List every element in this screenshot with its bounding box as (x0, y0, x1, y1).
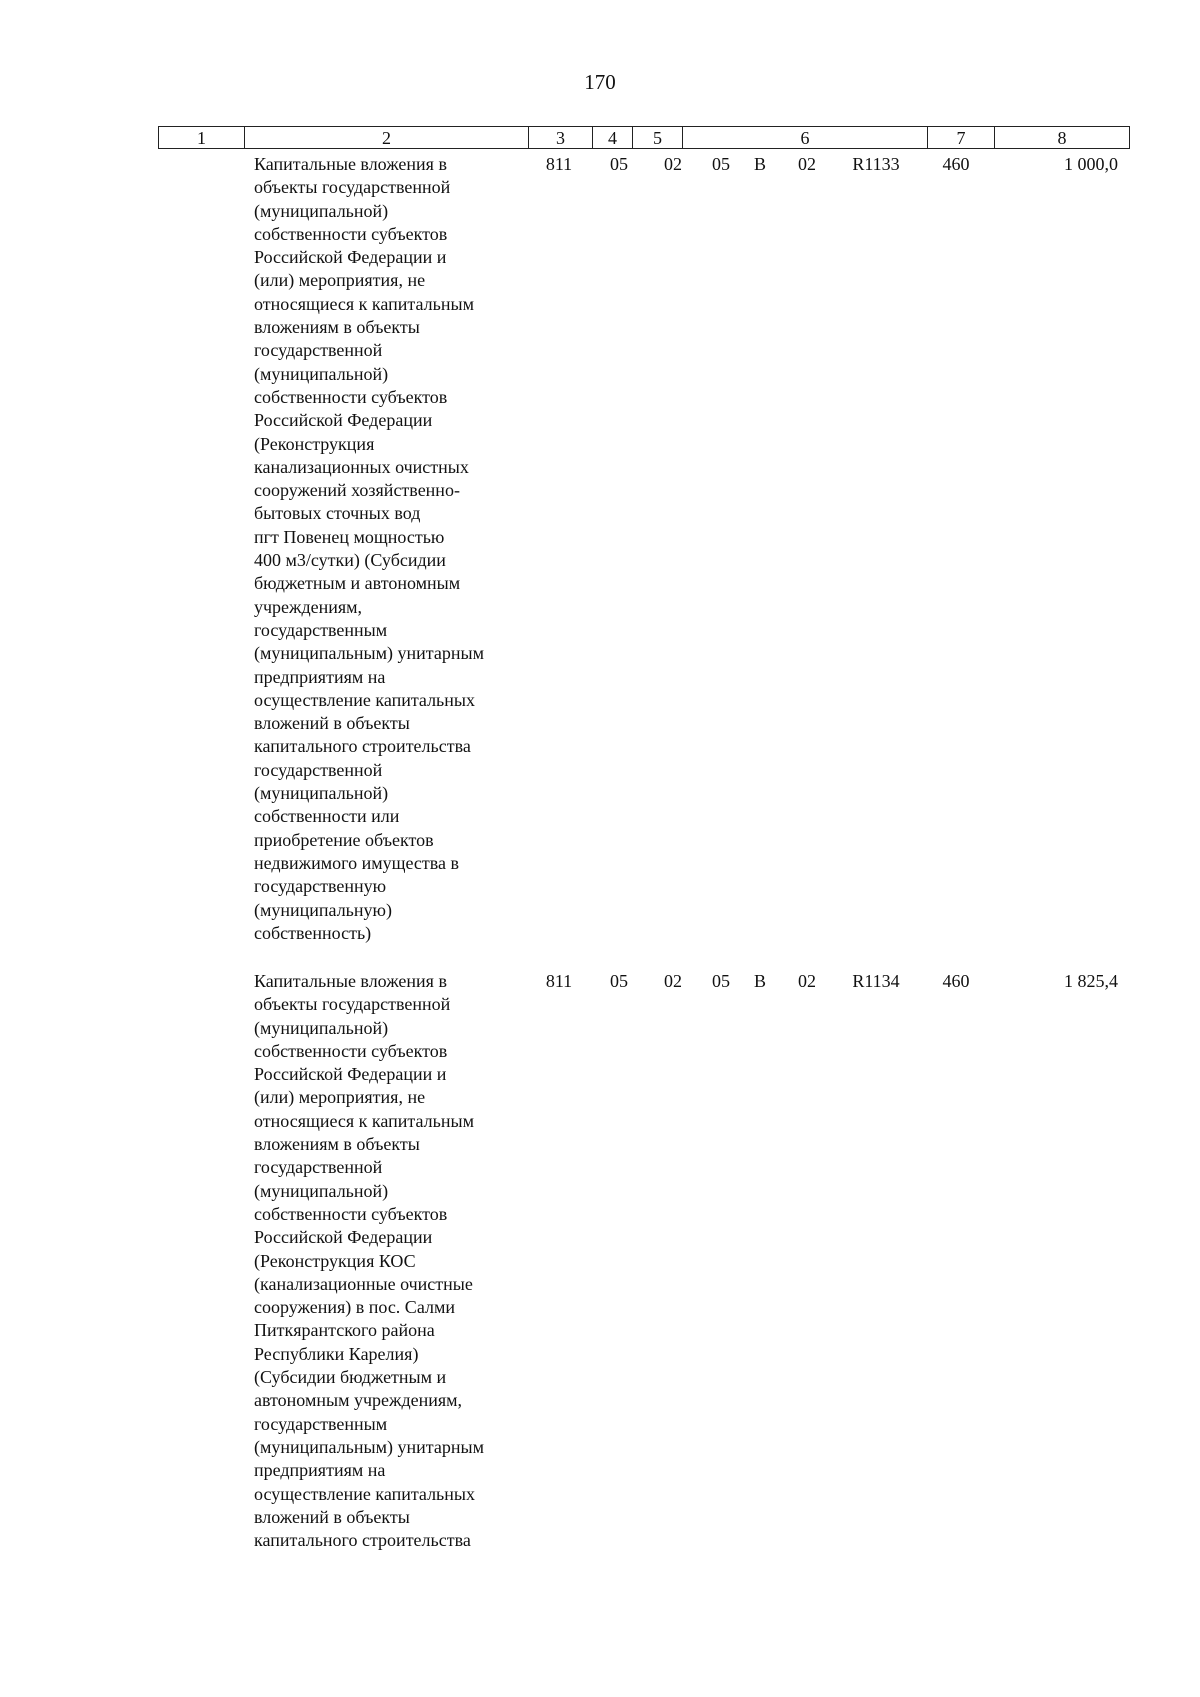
row-col6-event: 02 (798, 154, 816, 174)
row-col6-subprogram: В (753, 154, 766, 174)
row-col6-direction: R1134 (852, 971, 900, 991)
row-col6-program: 05 (712, 154, 730, 174)
row-col6-program: 05 (712, 971, 730, 991)
row-col5: 02 (664, 154, 682, 174)
row-col7: 460 (942, 154, 970, 174)
row-col6-event: 02 (798, 971, 816, 991)
header-col-2: 2 (244, 127, 528, 148)
header-col-7: 7 (927, 127, 994, 148)
row-col3: 811 (545, 154, 573, 174)
header-col-5: 5 (632, 127, 682, 148)
header-col-4: 4 (592, 127, 632, 148)
row-description: Капитальные вложения в объекты государственной (муниципальной) собственности субъектов Российской Федерации и (или) мероприятия, не относящиеся к капитальным вложениям в объекты государственной (муниципальной) собственности субъектов Российской Федерации (Реконструкция канализационных очистных сооружений хозяйственно- бытовых сточных вод пгт Повенец мощностью 400 м3/сутки) (Субсидии бюджетным и автономным учреждениям, государственным (муниципальным) унитарным предприятиям на осуществление капитальных вложений в объекты капитального строительства государственной (муниципальной) собственности или приобретение объектов недвижимого имущества в государственную (муниципальную) собственность) (254, 154, 484, 943)
header-col-8: 8 (994, 127, 1129, 148)
row-col4: 05 (610, 971, 628, 991)
header-col-3: 3 (528, 127, 592, 148)
table-header-row (158, 126, 1130, 149)
header-col-1: 1 (197, 128, 206, 148)
row-description: Капитальные вложения в объекты государственной (муниципальной) собственности субъектов Российской Федерации и (или) мероприятия, не относящиеся к капитальным вложениям в объекты государственной (муниципальной) собственности субъектов Российской Федерации (Реконструкция КОС (канализационные очистные сооружения) в пос. Салми Питкярантского района Республики Карелия) (Субсидии бюджетным и автономным учреждениям, государственным (муниципальным) унитарным предприятиям на осуществление капитальных вложений в объекты капитального строительства (254, 971, 484, 1551)
page-number: 170 (584, 70, 616, 94)
row-col7: 460 (942, 971, 970, 991)
row-col5: 02 (664, 971, 682, 991)
row-col8-amount: 1 825,4 (1064, 971, 1118, 991)
row-col8-amount: 1 000,0 (1064, 154, 1118, 174)
row-col4: 05 (610, 154, 628, 174)
row-col3: 811 (545, 971, 573, 991)
row-col6-subprogram: В (753, 971, 766, 991)
header-col-6: 6 (682, 127, 927, 148)
row-col6-direction: R1133 (852, 154, 900, 174)
